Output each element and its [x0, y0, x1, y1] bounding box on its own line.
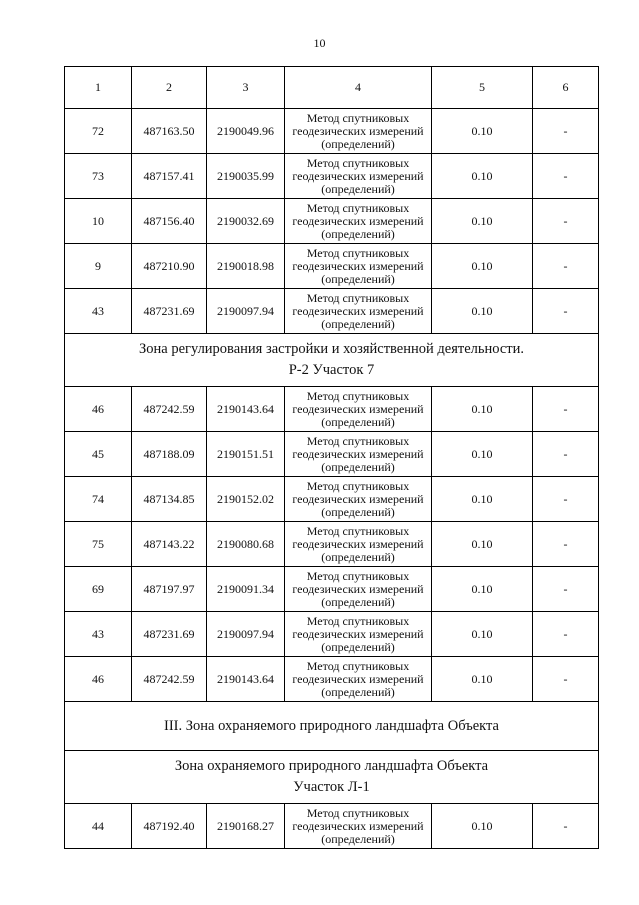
note-cell: -: [533, 612, 599, 657]
table-row: [65, 804, 599, 849]
coordinates-table-body: [65, 67, 599, 849]
table-row: [65, 522, 599, 567]
method-cell: Метод спутниковых геодезических измерений (определений): [285, 477, 432, 522]
accuracy-cell: 0.10: [432, 477, 533, 522]
note-cell: -: [533, 567, 599, 612]
y-coordinate-cell: 2190151.51: [207, 432, 285, 477]
zone-title-line: III. Зона охраняемого природного ландшафта Объекта: [164, 717, 499, 734]
accuracy-cell: 0.10: [432, 109, 533, 154]
x-coordinate-cell: 487210.90: [132, 244, 207, 289]
note-cell: -: [533, 154, 599, 199]
x-coordinate-cell: 487231.69: [132, 289, 207, 334]
table-row: [65, 477, 599, 522]
accuracy-cell: 0.10: [432, 612, 533, 657]
coordinates-table: [64, 66, 599, 849]
method-cell: Метод спутниковых геодезических измерений (определений): [285, 432, 432, 477]
accuracy-cell: 0.10: [432, 804, 533, 849]
page-number: 10: [313, 36, 326, 50]
point-number-cell: 75: [65, 522, 132, 567]
zone-title: [65, 702, 599, 751]
method-cell: Метод спутниковых геодезических измерений (определений): [285, 154, 432, 199]
x-coordinate-cell: 487188.09: [132, 432, 207, 477]
point-number-cell: 45: [65, 432, 132, 477]
point-number-cell: 10: [65, 199, 132, 244]
point-number-cell: 69: [65, 567, 132, 612]
accuracy-cell: 0.10: [432, 567, 533, 612]
zone-title-line: Зона регулирования застройки и хозяйственной деятельности.: [138, 341, 525, 357]
column-header-6: 6: [533, 67, 599, 109]
accuracy-cell: 0.10: [432, 289, 533, 334]
y-coordinate-cell: 2190032.69: [207, 199, 285, 244]
table-row: [65, 244, 599, 289]
note-cell: -: [533, 199, 599, 244]
method-cell: Метод спутниковых геодезических измерений (определений): [285, 612, 432, 657]
table-header-row: [65, 67, 599, 109]
accuracy-cell: 0.10: [432, 432, 533, 477]
table-row: [65, 657, 599, 702]
column-header-2: 2: [132, 67, 207, 109]
method-cell: Метод спутниковых геодезических измерений (определений): [285, 244, 432, 289]
table-row: [65, 387, 599, 432]
table-row: [65, 612, 599, 657]
method-cell: Метод спутниковых геодезических измерений (определений): [285, 804, 432, 849]
point-number-cell: 46: [65, 387, 132, 432]
method-cell: Метод спутниковых геодезических измерений (определений): [285, 567, 432, 612]
point-number-cell: 43: [65, 612, 132, 657]
table-row: [65, 154, 599, 199]
note-cell: -: [533, 522, 599, 567]
accuracy-cell: 0.10: [432, 657, 533, 702]
y-coordinate-cell: 2190091.34: [207, 567, 285, 612]
y-coordinate-cell: 2190143.64: [207, 657, 285, 702]
x-coordinate-cell: 487231.69: [132, 612, 207, 657]
point-number-cell: 9: [65, 244, 132, 289]
method-cell: Метод спутниковых геодезических измерений (определений): [285, 199, 432, 244]
column-header-1: 1: [65, 67, 132, 109]
note-cell: -: [533, 109, 599, 154]
x-coordinate-cell: 487242.59: [132, 657, 207, 702]
point-number-cell: 72: [65, 109, 132, 154]
x-coordinate-cell: 487143.22: [132, 522, 207, 567]
point-number-cell: 73: [65, 154, 132, 199]
accuracy-cell: 0.10: [432, 244, 533, 289]
zone-section-row: [65, 751, 599, 804]
x-coordinate-cell: 487163.50: [132, 109, 207, 154]
accuracy-cell: 0.10: [432, 154, 533, 199]
x-coordinate-cell: 487242.59: [132, 387, 207, 432]
zone-title-line: Р-2 Участок 7: [288, 362, 375, 378]
note-cell: -: [533, 657, 599, 702]
y-coordinate-cell: 2190097.94: [207, 289, 285, 334]
zone-title-line: Зона охраняемого природного ландшафта Объекта: [174, 758, 489, 774]
method-cell: Метод спутниковых геодезических измерений (определений): [285, 109, 432, 154]
x-coordinate-cell: 487192.40: [132, 804, 207, 849]
accuracy-cell: 0.10: [432, 387, 533, 432]
x-coordinate-cell: 487197.97: [132, 567, 207, 612]
method-cell: Метод спутниковых геодезических измерений (определений): [285, 289, 432, 334]
y-coordinate-cell: 2190049.96: [207, 109, 285, 154]
method-cell: Метод спутниковых геодезических измерений (определений): [285, 657, 432, 702]
note-cell: -: [533, 477, 599, 522]
point-number-cell: 74: [65, 477, 132, 522]
table-row: [65, 109, 599, 154]
x-coordinate-cell: 487157.41: [132, 154, 207, 199]
note-cell: -: [533, 387, 599, 432]
table-row: [65, 289, 599, 334]
x-coordinate-cell: 487156.40: [132, 199, 207, 244]
method-cell: Метод спутниковых геодезических измерений (определений): [285, 387, 432, 432]
point-number-cell: 43: [65, 289, 132, 334]
y-coordinate-cell: 2190143.64: [207, 387, 285, 432]
column-header-5: 5: [432, 67, 533, 109]
zone-title-line: Участок Л-1: [293, 779, 370, 795]
zone-title: [65, 751, 599, 804]
x-coordinate-cell: 487134.85: [132, 477, 207, 522]
column-header-3: 3: [207, 67, 285, 109]
note-cell: -: [533, 432, 599, 477]
note-cell: -: [533, 289, 599, 334]
column-header-4: 4: [285, 67, 432, 109]
zone-section-row: [65, 334, 599, 387]
table-row: [65, 567, 599, 612]
y-coordinate-cell: 2190097.94: [207, 612, 285, 657]
point-number-cell: 46: [65, 657, 132, 702]
note-cell: -: [533, 244, 599, 289]
note-cell: -: [533, 804, 599, 849]
zone-title: [65, 334, 599, 387]
table-row: [65, 199, 599, 244]
accuracy-cell: 0.10: [432, 522, 533, 567]
y-coordinate-cell: 2190035.99: [207, 154, 285, 199]
table-row: [65, 432, 599, 477]
y-coordinate-cell: 2190168.27: [207, 804, 285, 849]
method-cell: Метод спутниковых геодезических измерений (определений): [285, 522, 432, 567]
zone-section-row: [65, 702, 599, 751]
y-coordinate-cell: 2190018.98: [207, 244, 285, 289]
point-number-cell: 44: [65, 804, 132, 849]
accuracy-cell: 0.10: [432, 199, 533, 244]
y-coordinate-cell: 2190080.68: [207, 522, 285, 567]
y-coordinate-cell: 2190152.02: [207, 477, 285, 522]
